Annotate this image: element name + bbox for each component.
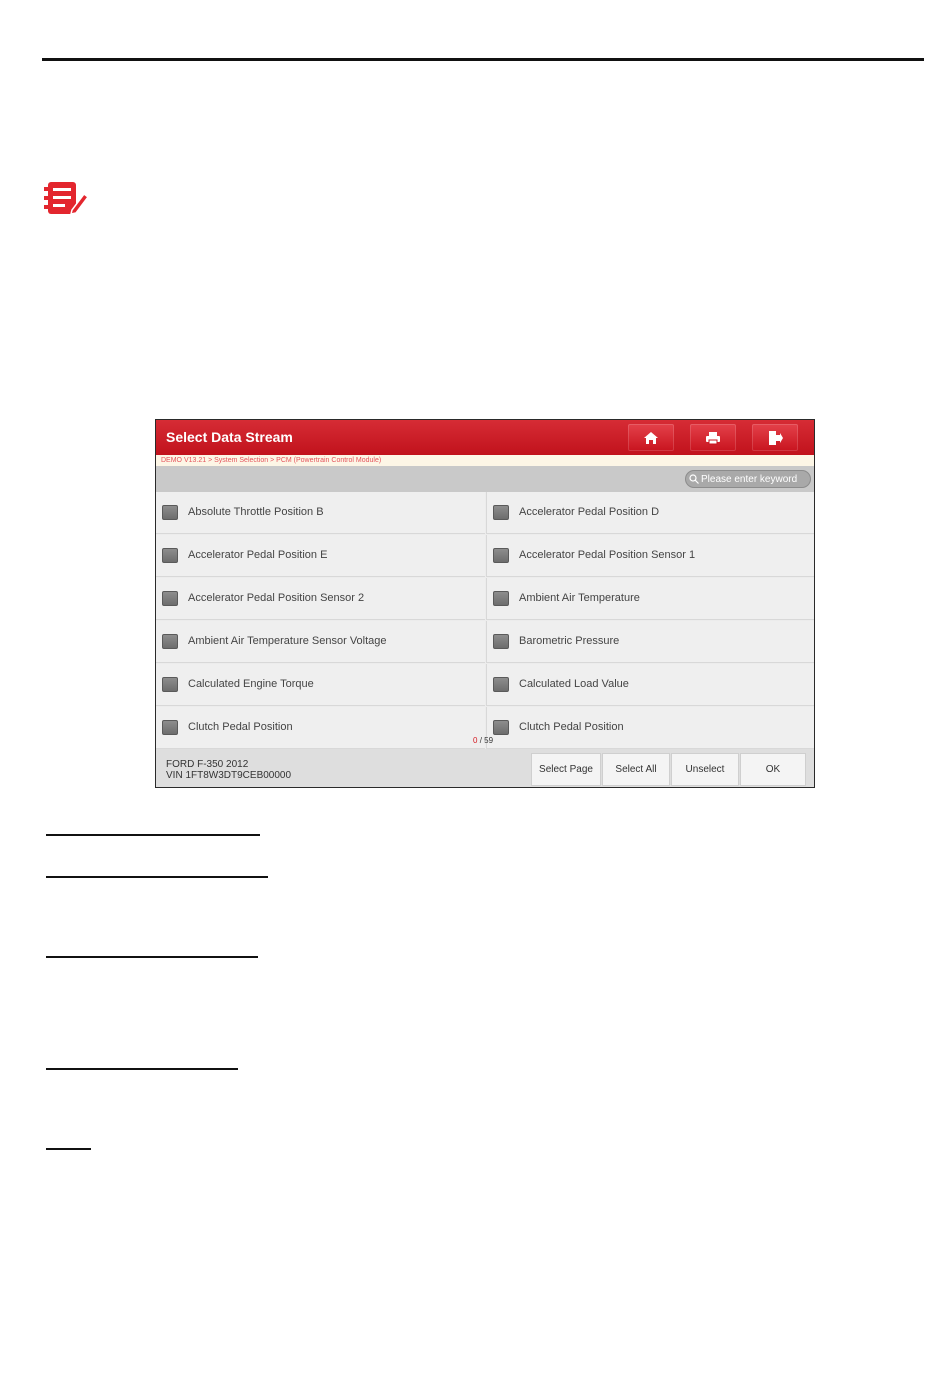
app-screenshot [155, 419, 815, 788]
print-icon [705, 431, 721, 445]
item-label: Absolute Throttle Position B [188, 506, 324, 518]
item-label: Accelerator Pedal Position D [519, 506, 660, 518]
underline-rule [46, 1148, 91, 1150]
vehicle-vin: VIN 1FT8W3DT9CEB00000 [166, 770, 292, 781]
list-item[interactable] [156, 492, 485, 534]
list-row [156, 664, 814, 707]
item-label: Ambient Air Temperature [519, 592, 640, 604]
total-count: / 59 [479, 736, 494, 745]
search-bar [156, 466, 814, 492]
home-icon [643, 431, 659, 445]
checkbox[interactable] [493, 591, 509, 606]
underline-rule [46, 1068, 238, 1070]
exit-icon [767, 430, 783, 446]
list-item[interactable] [156, 535, 485, 577]
unselect-button[interactable]: Unselect [671, 753, 739, 786]
item-label: Calculated Load Value [519, 678, 629, 690]
checkbox[interactable] [162, 548, 178, 563]
select-page-button[interactable]: Select Page [531, 753, 601, 786]
item-label: Accelerator Pedal Position Sensor 2 [188, 592, 365, 604]
ok-button[interactable]: OK [740, 753, 806, 786]
list-item[interactable] [156, 707, 485, 749]
breadcrumb: DEMO V13.21 > System Selection > PCM (Powertrain Control Module) [156, 455, 814, 466]
checkbox[interactable] [162, 505, 178, 520]
footer-bar [156, 749, 814, 788]
list-item[interactable] [156, 621, 485, 663]
select-all-button[interactable]: Select All [602, 753, 670, 786]
list-item[interactable] [486, 492, 815, 534]
item-label: Barometric Pressure [519, 635, 620, 647]
list-item[interactable] [486, 664, 815, 706]
underline-rule [46, 956, 258, 958]
checkbox[interactable] [493, 548, 509, 563]
data-stream-list [156, 492, 814, 749]
item-label: Calculated Engine Torque [188, 678, 314, 690]
checkbox[interactable] [162, 677, 178, 692]
checkbox[interactable] [493, 505, 509, 520]
item-label: Clutch Pedal Position [519, 721, 624, 733]
note-icon [44, 179, 90, 217]
top-rule [42, 58, 924, 61]
checkbox[interactable] [162, 591, 178, 606]
vehicle-info [166, 759, 291, 781]
search-input[interactable] [685, 470, 811, 488]
item-label: Ambient Air Temperature Sensor Voltage [188, 635, 387, 647]
list-row [156, 578, 814, 621]
list-item[interactable] [486, 621, 815, 663]
selection-counter [473, 736, 493, 745]
item-label: Accelerator Pedal Position E [188, 549, 328, 561]
underline-rule [46, 876, 268, 878]
page-title: Select Data Stream [166, 429, 293, 445]
list-row [156, 535, 814, 578]
checkbox[interactable] [493, 677, 509, 692]
list-item[interactable] [156, 578, 485, 620]
item-label: Accelerator Pedal Position Sensor 1 [519, 549, 696, 561]
list-row [156, 621, 814, 664]
checkbox[interactable] [493, 720, 509, 735]
selected-count: 0 [473, 736, 478, 745]
checkbox[interactable] [162, 720, 178, 735]
item-label: Clutch Pedal Position [188, 721, 293, 733]
print-button[interactable] [690, 424, 736, 451]
vehicle-model: FORD F-350 2012 [166, 759, 249, 770]
checkbox[interactable] [493, 634, 509, 649]
search-placeholder: Please enter keyword [701, 473, 798, 485]
list-item[interactable] [156, 664, 485, 706]
exit-button[interactable] [752, 424, 798, 451]
home-button[interactable] [628, 424, 674, 451]
search-icon [689, 474, 699, 484]
list-item[interactable] [486, 535, 815, 577]
list-item[interactable] [486, 578, 815, 620]
checkbox[interactable] [162, 634, 178, 649]
list-item[interactable] [486, 707, 815, 749]
title-bar [156, 420, 814, 455]
list-row [156, 492, 814, 535]
underline-rule [46, 834, 260, 836]
